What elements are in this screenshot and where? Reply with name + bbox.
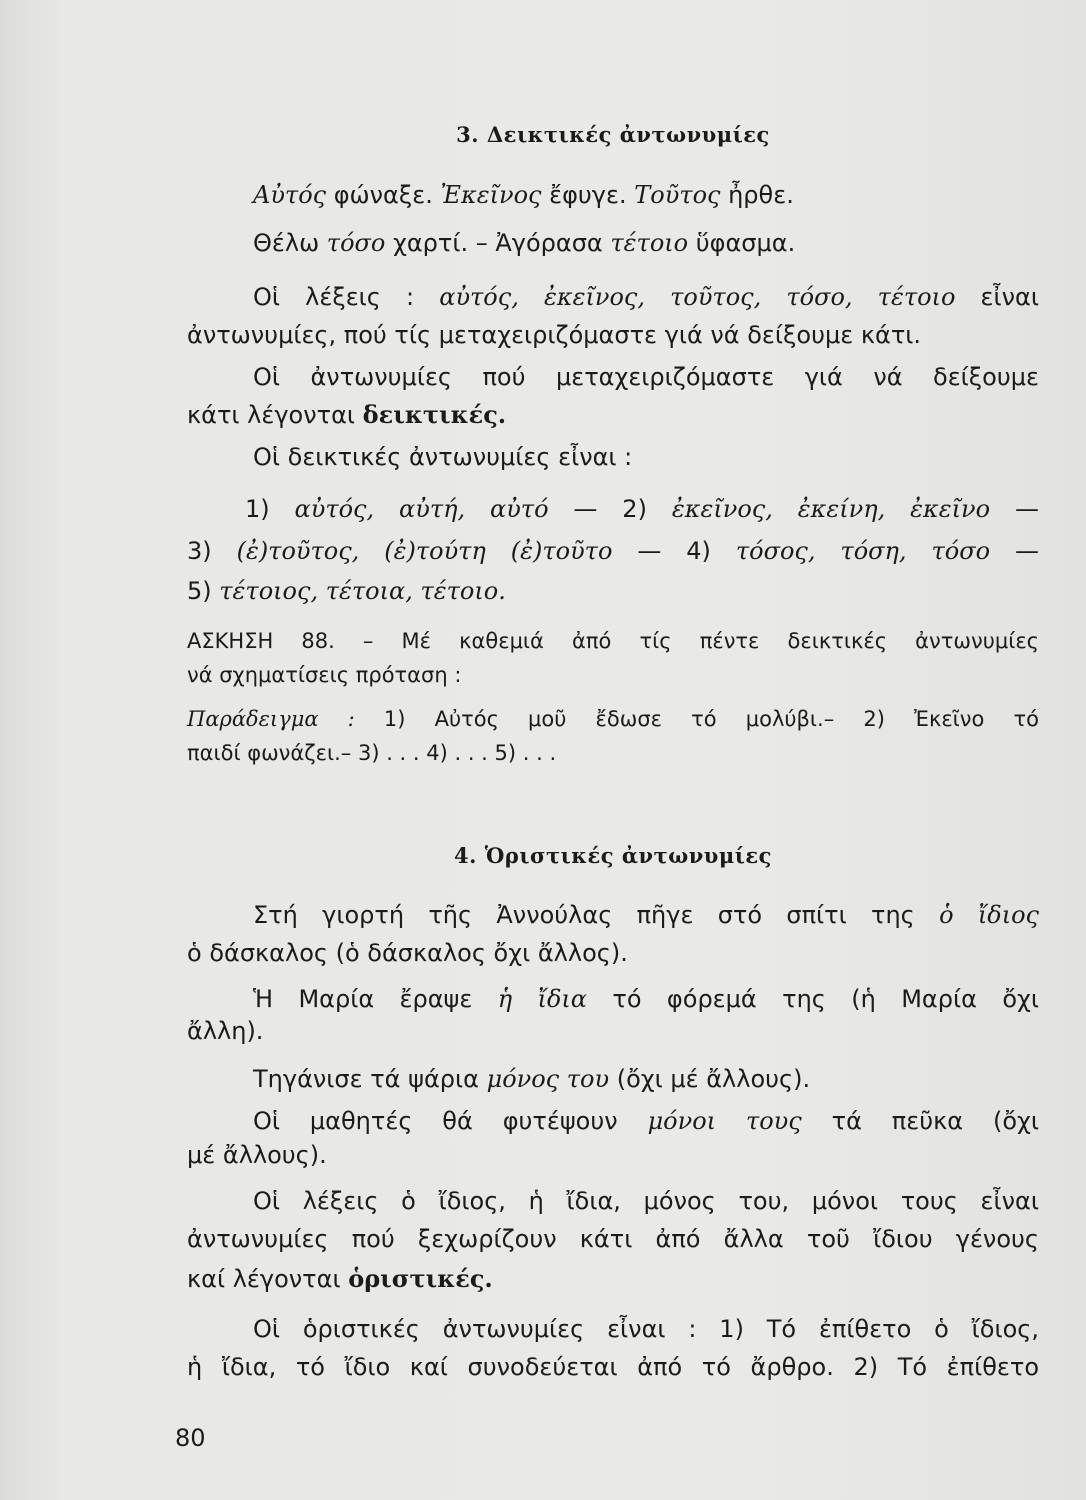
sentence-4-line-1: Οἱ μαθητές θά φυτέψουν μόνοι τους τά πεῦκα (ὄχι (253, 1107, 1039, 1135)
sentence-1-line-1: Στή γιορτή τῆς Ἀννούλας πῆγε στό σπίτι της ὁ ἴδιος (253, 901, 1039, 929)
sentence-1-line-2: ὁ δάσκαλος (ὁ δάσκαλος ὄχι ἄλλος). (187, 939, 628, 967)
section-3-heading: 3. Δεικτικές ἀντωνυμίες (456, 122, 770, 147)
sentence-4-line-2: μέ ἄλλους). (187, 1141, 327, 1169)
example-sentence-line-2: παιδί φωνάζει.– 3) . . . 4) . . . 5) . . . (187, 741, 557, 765)
exercise-88-line-1: ΑΣΚΗΣΗ 88. – Μέ καθεμιά ἀπό τίς πέντε δεικτικές ἀντωνυμίες (187, 629, 1039, 653)
list-line-2: 3) (ἐ)τοῦτος, (ἐ)τούτη (ἐ)τοῦτο — 4) τόσος, τόση, τόσο — (187, 537, 1039, 565)
example-line-2: Θέλω τόσο χαρτί. – Ἀγόρασα τέτοιο ὕφασμα. (253, 229, 796, 257)
paragraph-1-line-1: Οἱ λέξεις : αὐτός, ἐκεῖνος, τοῦτος, τόσο, τέτοιο εἶναι (253, 283, 1039, 311)
example-sentence-line-1: Παράδειγμα : 1) Αὐτός μοῦ ἔδωσε τό μολύβι.– 2) Ἐκεῖνο τό (187, 707, 1039, 731)
paragraph-5-line-3: καί λέγονται ὁριστικές. (187, 1264, 493, 1293)
section-4-heading: 4. Ὁριστικές ἀντωνυμίες (454, 843, 772, 868)
paragraph-2-line-1: Οἱ ἀντωνυμίες πού μεταχειριζόμαστε γιά νά δείξουμε (253, 363, 1039, 391)
paragraph-5-line-1: Οἱ λέξεις ὁ ἴδιος, ἡ ἴδια, μόνος του, μόνοι τους εἶναι (253, 1187, 1039, 1215)
paragraph-6-line-2: ἡ ἴδια, τό ἴδιο καί συνοδεύεται ἀπό τό ἄρθρο. 2) Τό ἐπίθετο (187, 1353, 1039, 1381)
list-line-3: 5) τέτοιος, τέτοια, τέτοιο. (187, 577, 506, 605)
paragraph-3: Οἱ δεικτικές ἀντωνυμίες εἶναι : (253, 443, 633, 471)
paragraph-1-line-2: ἀντωνυμίες, πού τίς μεταχειριζόμαστε γιά νά δείξουμε κάτι. (187, 321, 922, 349)
sentence-2-line-1: Ἡ Μαρία ἔραψε ἡ ἴδια τό φόρεμά της (ἡ Μαρία ὄχι (253, 985, 1039, 1013)
example-line-1: Αὐτός φώναξε. Ἐκεῖνος ἔφυγε. Τοῦτος ἦρθε. (253, 181, 794, 209)
sentence-3: Τηγάνισε τά ψάρια μόνος του (ὄχι μέ ἄλλους). (253, 1065, 811, 1093)
sentence-2-line-2: ἄλλη). (187, 1017, 264, 1045)
list-line-1: 1) αὐτός, αὐτή, αὐτό — 2) ἐκεῖνος, ἐκείνη, ἐκεῖνο — (245, 495, 1039, 523)
paragraph-6-line-1: Οἱ ὁριστικές ἀντωνυμίες εἶναι : 1) Τό ἐπίθετο ὁ ἴδιος, (253, 1315, 1039, 1343)
paragraph-2-line-2: κάτι λέγονται δεικτικές. (187, 400, 507, 429)
page-number: 80 (175, 1424, 206, 1452)
paragraph-5-line-2: ἀντωνυμίες πού ξεχωρίζουν κάτι ἀπό ἄλλα τοῦ ἴδιου γένους (187, 1225, 1039, 1253)
exercise-88-line-2: νά σχηματίσεις πρόταση : (187, 663, 462, 687)
